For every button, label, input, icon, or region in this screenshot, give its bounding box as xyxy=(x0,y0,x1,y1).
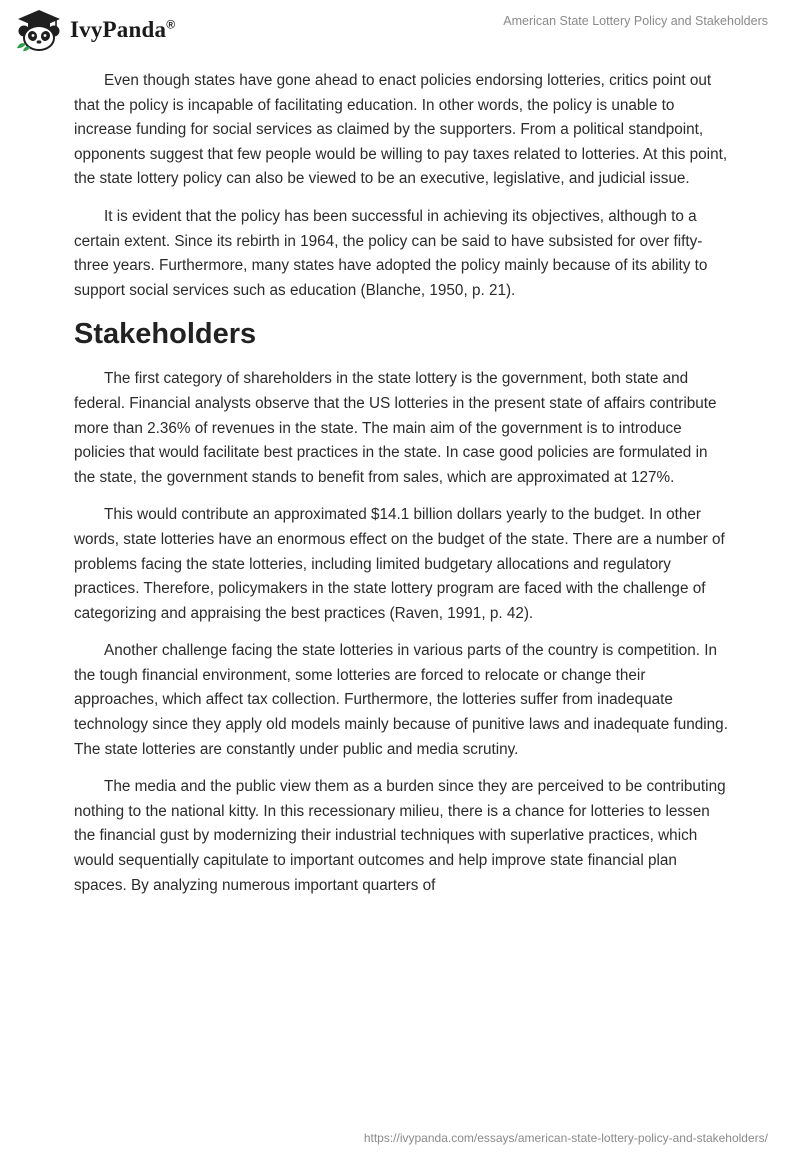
paragraph: It is evident that the policy has been successful in achieving its objectives, although to a certain extent. Since its rebirth in 1964, the policy can be said to have subsisted for over fifty-three years. Furthermore, many states have adopted the policy mainly because of its ability to support social services such as education (Blanche, 1950, p. 21). xyxy=(74,207,708,299)
document-title: American State Lottery Policy and Stakeholders xyxy=(503,14,768,28)
registered-mark: ® xyxy=(166,17,176,32)
paragraph: This would contribute an approximated $14.1 billion dollars yearly to the budget. In other words, state lotteries have an enormous effect on the budget of the state. There are a number of problems facing the state lotteries, including limited budgetary allocations and regulatory practices. Therefore, policymakers in the state lottery program are faced with the challenge of categorizing and appraising the best practices (Raven, 1991, p. 42). xyxy=(74,506,725,622)
ivypanda-logo[interactable] xyxy=(14,8,175,52)
section-heading: Stakeholders xyxy=(74,318,257,351)
essay-body xyxy=(74,69,730,911)
paragraph: Another challenge facing the state lotteries in various parts of the country is competition. In the tough financial environment, some lotteries are forced to relocate or change their approaches, which affect tax collection. Furthermore, the lotteries suffer from inadequate technology since they apply old models mainly because of punitive laws and inadequate funding. The state lotteries are constantly under public and media scrutiny. xyxy=(74,642,728,758)
paragraph: The media and the public view them as a burden since they are perceived to be contributing nothing to the national kitty. In this recessionary milieu, there is a chance for lotteries to lessen the financial gust by modernizing their industrial techniques with superlative practices, which would sequentially capitulate to important outcomes and help improve state financial plan spaces. By analyzing numerous important quarters of xyxy=(74,778,726,894)
source-url[interactable]: https://ivypanda.com/essays/american-state-lottery-policy-and-stakeholders/ xyxy=(363,1131,768,1145)
paragraph: The first category of shareholders in the state lottery is the government, both state and federal. Financial analysts observe that the US lotteries in the present state of affairs contribute more than 2.36% of revenues in the state. The main aim of the government is to introduce policies that would facilitate best practices in the state. In case good policies are formulated in the state, the government stands to benefit from sales, which are approximated at 127%. xyxy=(74,370,717,486)
page-header xyxy=(0,0,800,64)
paragraph: Even though states have gone ahead to enact policies endorsing lotteries, critics point out that the policy is incapable of facilitating education. In other words, the policy is unable to increase funding for social services as claimed by the supporters. From a political standpoint, opponents suggest that few people would be willing to pay taxes related to lotteries. At this point, the state lottery policy can also be viewed to be an executive, legislative, and judicial issue. xyxy=(74,72,728,188)
brand-name: IvyPanda® xyxy=(70,17,176,42)
panda-graduate-icon xyxy=(14,8,64,52)
